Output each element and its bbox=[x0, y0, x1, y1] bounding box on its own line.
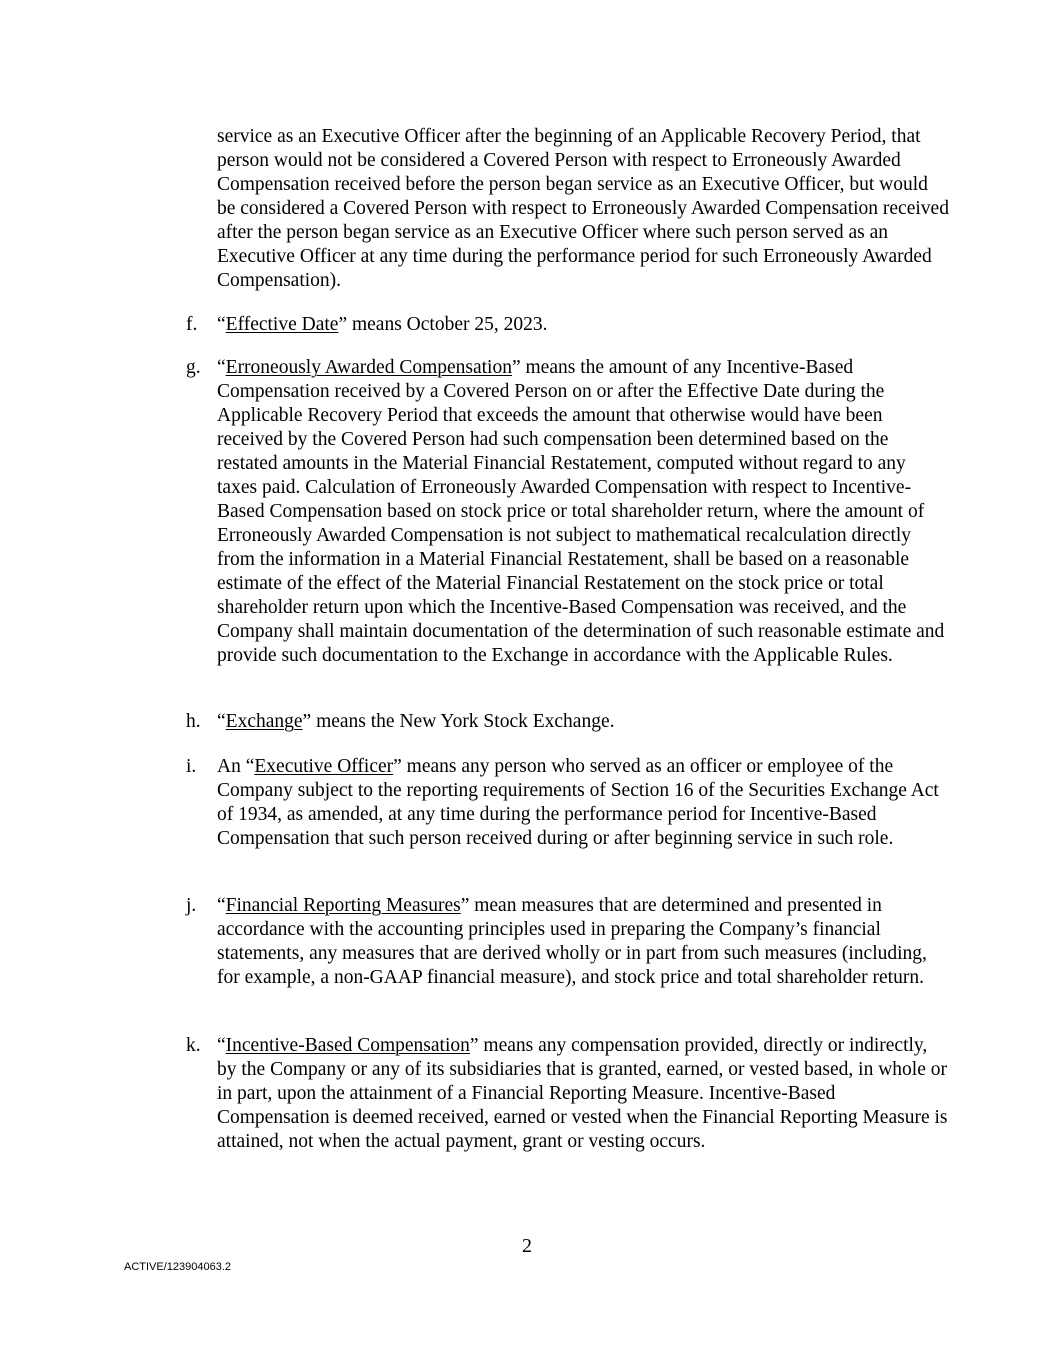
item-marker: h. bbox=[186, 711, 201, 732]
definition-body: ” means the New York Stock Exchange. bbox=[302, 711, 615, 732]
definition-item-f bbox=[186, 313, 950, 337]
item-marker: k. bbox=[186, 1035, 201, 1056]
defined-term: Exchange bbox=[225, 711, 303, 732]
definition-text bbox=[217, 356, 950, 668]
defined-term: Erroneously Awarded Compensation bbox=[225, 357, 512, 378]
defined-term: Incentive-Based Compensation bbox=[225, 1035, 470, 1056]
definition-prefix: An “ bbox=[217, 756, 255, 777]
definition-prefix: “ bbox=[217, 314, 226, 335]
definition-text bbox=[217, 894, 950, 990]
item-marker: i. bbox=[186, 756, 197, 777]
definition-item-j bbox=[186, 894, 950, 990]
definition-body: ” mean measures that are determined and presented in accordance with the accounting principles used in preparing the Company’s financial statements, any measures that are derived wholly or in part from such measures (including, for example, a non-GAAP financial measure), and stock price and total shareholder return. bbox=[217, 895, 927, 988]
item-marker: g. bbox=[186, 357, 201, 378]
definition-prefix: “ bbox=[217, 357, 226, 378]
item-marker: f. bbox=[186, 314, 198, 335]
definition-text bbox=[217, 1034, 950, 1154]
definition-item-g bbox=[186, 356, 950, 668]
definition-text bbox=[217, 755, 950, 851]
page-number: 2 bbox=[522, 1235, 532, 1257]
defined-term: Effective Date bbox=[225, 314, 339, 335]
definition-prefix: “ bbox=[217, 711, 226, 732]
definition-body: ” means October 25, 2023. bbox=[338, 314, 548, 335]
continued-paragraph: service as an Executive Officer after the beginning of an Applicable Recovery Period, that person would not be considered a Covered Person with respect to Erroneously Awarded Compensation received before the person began service as an Executive Officer, but would be considered a Covered Person with respect to Erroneously Awarded Compensation received after the person began service as an Executive Officer where such person served as an Executive Officer at any time during the performance period for such Erroneously Awarded Compensation). bbox=[217, 126, 949, 291]
defined-term: Financial Reporting Measures bbox=[225, 895, 461, 916]
definition-item-i bbox=[186, 755, 950, 851]
item-marker: j. bbox=[186, 895, 197, 916]
definition-prefix: “ bbox=[217, 1035, 226, 1056]
document-id-footer: ACTIVE/123904063.2 bbox=[124, 1261, 232, 1273]
definition-body: ” means any compensation provided, directly or indirectly, by the Company or any of its subsidiaries that is granted, earned, or vested based, in whole or in part, upon the attainment of a Financial Reporting Measure. Incentive-Based Compensation is deemed received, earned or vested when the Financial Reporting Measure is attained, not when the actual payment, grant or vesting occurs. bbox=[217, 1035, 948, 1152]
definition-body: ” means any person who served as an officer or employee of the Company subject to the reporting requirements of Section 16 of the Securities Exchange Act of 1934, as amended, at any time during the performance period for Incentive-Based Compensation that such person received during or after beginning service in such role. bbox=[217, 756, 939, 849]
defined-term: Executive Officer bbox=[254, 756, 394, 777]
definition-text bbox=[217, 710, 950, 734]
definition-item-h bbox=[186, 710, 950, 734]
definition-text bbox=[217, 313, 950, 337]
definition-body: ” means the amount of any Incentive-Based Compensation received by a Covered Person on or after the Effective Date during the Applicable Recovery Period that exceeds the amount that otherwise would have been received by the Covered Person had such compensation been determined based on the restated amounts in the Material Financial Restatement, computed without regard to any taxes paid. Calculation of Erroneously Awarded Compensation with respect to Incentive-Based Compensation based on stock price or total shareholder return, where the amount of Erroneously Awarded Compensation is not subject to mathematical recalculation directly from the information in a Material Financial Restatement, shall be based on a reasonable estimate of the effect of the Material Financial Restatement on the stock price or total shareholder return upon which the Incentive-Based Compensation was received, and the Company shall maintain documentation of the determination of such reasonable estimate and provide such documentation to the Exchange in accordance with the Applicable Rules. bbox=[217, 357, 945, 666]
definition-prefix: “ bbox=[217, 895, 226, 916]
definition-item-k bbox=[186, 1034, 950, 1154]
